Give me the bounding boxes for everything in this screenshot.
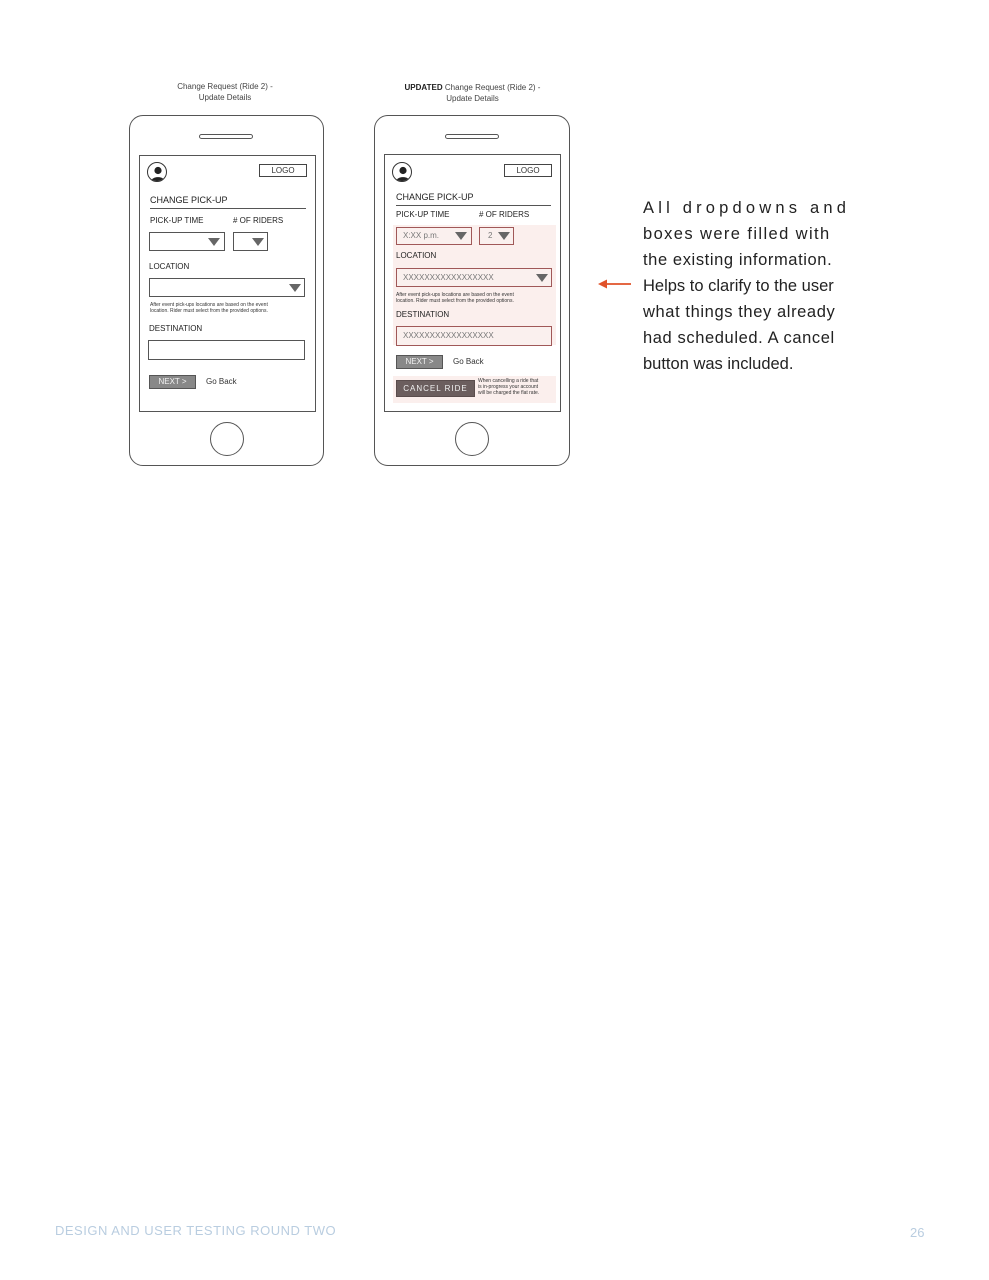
left-riders-dropdown[interactable] <box>233 232 268 251</box>
right-page-heading: CHANGE PICK-UP <box>396 192 474 202</box>
right-caption-line1: Change Request (Ride 2) - <box>444 83 541 92</box>
annotation-line-4: Helps to clarify to the user <box>643 277 834 295</box>
right-mock-caption <box>385 82 560 104</box>
right-caption-line2: Update Details <box>446 94 499 103</box>
left-location-label: LOCATION <box>149 262 190 271</box>
right-phone-speaker <box>445 134 499 139</box>
right-caption-line1-wrap <box>385 82 560 93</box>
right-pickup-time-label: PICK-UP TIME <box>396 210 450 219</box>
right-cancel-note-line3: will be charged the flat rate. <box>478 390 540 396</box>
left-user-avatar-icon[interactable] <box>147 162 167 182</box>
right-pickup-time-value: X:XX p.m. <box>403 231 440 240</box>
right-location-value: XXXXXXXXXXXXXXXXX <box>403 273 494 282</box>
left-destination-input[interactable] <box>148 340 305 360</box>
right-location-note-line1: After event pick-ups locations are based on the event <box>396 292 514 298</box>
annotation-line-5: what things they already <box>643 303 836 321</box>
left-phone-speaker <box>199 134 253 139</box>
right-riders-label: # OF RIDERS <box>479 210 530 219</box>
right-cancel-ride-button[interactable]: CANCEL RIDE <box>396 380 475 397</box>
right-location-note-line2: location. Rider must select from the provided options. <box>396 298 514 304</box>
right-go-back-link[interactable]: Go Back <box>453 357 484 366</box>
chevron-down-icon <box>498 232 510 240</box>
chevron-down-icon <box>536 274 548 282</box>
footer-page-number: 26 <box>910 1225 925 1240</box>
right-next-button[interactable]: NEXT > <box>396 355 443 369</box>
right-location-label: LOCATION <box>396 251 437 260</box>
right-user-avatar-icon[interactable] <box>392 162 412 182</box>
left-next-button[interactable]: NEXT > <box>149 375 196 389</box>
right-heading-divider <box>396 205 551 206</box>
left-riders-label: # OF RIDERS <box>233 216 284 225</box>
left-logo: LOGO <box>259 164 307 177</box>
right-home-button <box>455 422 489 456</box>
right-cancel-note-line2: is in-progress your account <box>478 384 539 390</box>
chevron-down-icon <box>289 284 301 292</box>
left-mock-caption <box>150 81 300 103</box>
left-phone-frame <box>129 115 324 466</box>
chevron-down-icon <box>455 232 467 240</box>
annotation-text <box>643 195 858 377</box>
right-location-note <box>396 292 556 304</box>
right-caption-bold: UPDATED <box>404 83 443 92</box>
annotation-line-6: had scheduled. A cancel <box>643 329 835 347</box>
right-location-dropdown[interactable] <box>396 268 552 287</box>
footer-section-title: DESIGN AND USER TESTING ROUND TWO <box>55 1223 337 1238</box>
annotation-line-7: button was included. <box>643 355 794 373</box>
annotation-line-1: All dropdowns and <box>643 199 851 217</box>
annotation-line-2: boxes were filled with <box>643 225 831 243</box>
right-cancel-note <box>478 378 558 396</box>
right-pickup-time-dropdown[interactable] <box>396 227 472 245</box>
left-destination-label: DESTINATION <box>149 324 203 333</box>
left-heading-divider <box>150 208 306 209</box>
left-pickup-time-dropdown[interactable] <box>149 232 225 251</box>
left-home-button <box>210 422 244 456</box>
left-pickup-time-label: PICK-UP TIME <box>150 216 204 225</box>
left-caption-line2: Update Details <box>198 93 252 102</box>
left-location-note <box>150 302 310 314</box>
right-destination-value: XXXXXXXXXXXXXXXXX <box>403 331 494 340</box>
right-logo: LOGO <box>504 164 552 177</box>
right-destination-input[interactable] <box>396 326 552 346</box>
right-riders-dropdown[interactable] <box>479 227 514 245</box>
left-location-dropdown[interactable] <box>149 278 305 297</box>
right-cancel-note-line1: When cancelling a ride that <box>478 378 539 384</box>
left-location-note-line1: After event pick-ups locations are based on the event <box>150 302 268 308</box>
left-page-heading: CHANGE PICK-UP <box>150 195 228 205</box>
annotation-arrow-icon <box>598 277 632 289</box>
left-phone-screen <box>139 155 316 412</box>
right-phone-screen <box>384 154 561 412</box>
left-go-back-link[interactable]: Go Back <box>206 377 237 386</box>
chevron-down-icon <box>252 238 264 246</box>
chevron-down-icon <box>208 238 220 246</box>
right-riders-value: 2 <box>488 231 493 240</box>
annotation-line-3: the existing information. <box>643 251 833 269</box>
right-phone-frame <box>374 115 570 466</box>
right-destination-label: DESTINATION <box>396 310 450 319</box>
left-caption-line1: Change Request (Ride 2) - <box>177 82 273 91</box>
left-location-note-line2: location. Rider must select from the provided options. <box>150 308 268 314</box>
